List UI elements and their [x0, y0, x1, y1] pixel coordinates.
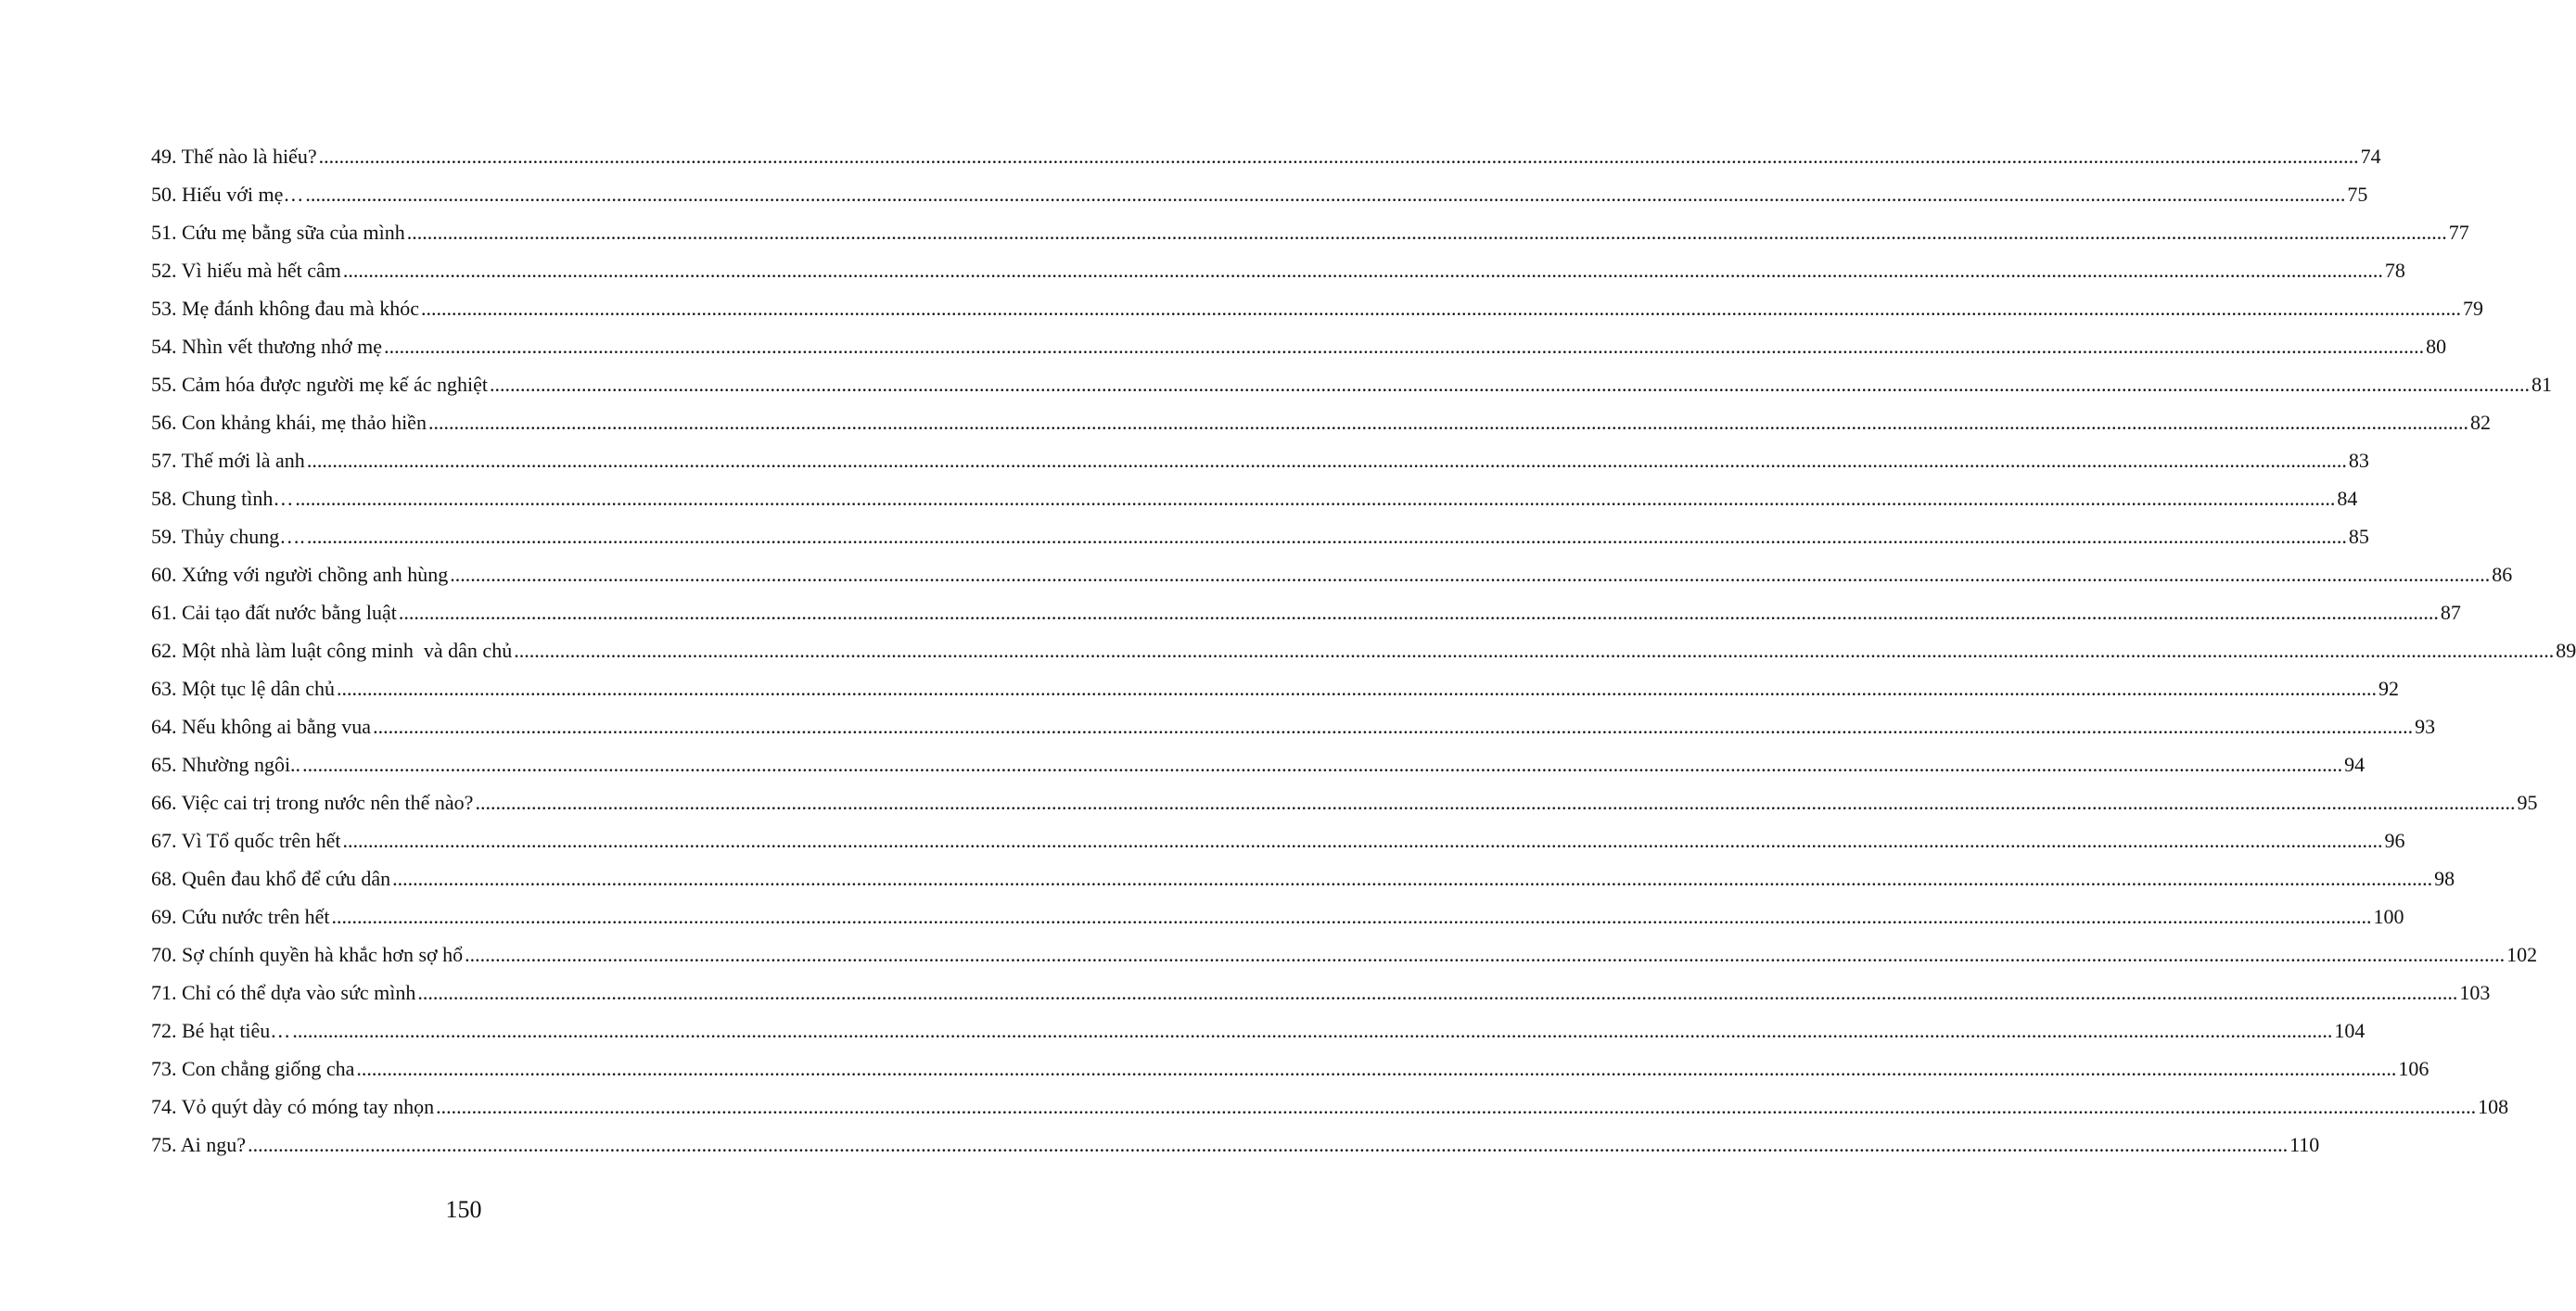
toc-entry-page: 87 — [2440, 601, 2461, 624]
toc-entry-title: 49. Thế nào là hiếu? — [151, 145, 317, 168]
toc-entry-page: 98 — [2434, 867, 2455, 890]
toc-dot-leader: ................................................................................................................................................................................................................................................................................................................................................................................................................ — [417, 981, 2458, 1004]
toc-entry-title: 65. Nhường ngôi.. — [151, 753, 301, 776]
toc-entry-title: 71. Chỉ có thể dựa vào sức mình — [151, 981, 416, 1004]
toc-entry — [151, 403, 2491, 441]
toc-entry — [151, 137, 2381, 175]
toc-dot-leader: ................................................................................................................................................................................................................................................................................................................................................................................................................ — [450, 563, 2491, 586]
toc-entry-title: 63. Một tục lệ dân chủ — [151, 677, 335, 700]
toc-entry — [151, 859, 2455, 897]
toc-entry — [151, 1126, 2320, 1164]
toc-entry-page: 83 — [2348, 449, 2369, 472]
toc-entry-title: 68. Quên đau khổ để cứu dân — [151, 867, 391, 890]
toc-dot-leader: ................................................................................................................................................................................................................................................................................................................................................................................................................ — [356, 1057, 2397, 1080]
toc-entry-title: 62. Một nhà làm luật công minh và dân chủ — [151, 639, 513, 662]
toc-entry-title: 57. Thế mới là anh — [151, 449, 305, 472]
toc-entry — [151, 175, 2368, 213]
toc-dot-leader: ................................................................................................................................................................................................................................................................................................................................................................................................................ — [342, 259, 2383, 282]
toc-dot-leader: ................................................................................................................................................................................................................................................................................................................................................................................................................ — [292, 1019, 2333, 1042]
toc-entry — [151, 251, 2405, 289]
toc-entry — [151, 441, 2369, 479]
toc-entry-page: 77 — [2448, 221, 2469, 244]
toc-entry — [151, 555, 2513, 593]
toc-entry-title: 74. Vỏ quýt dày có móng tay nhọn — [151, 1095, 435, 1118]
toc-entry-page: 103 — [2459, 981, 2491, 1004]
toc-dot-leader: ................................................................................................................................................................................................................................................................................................................................................................................................................ — [342, 829, 2383, 852]
toc-entry-page: 89 — [2556, 639, 2576, 662]
toc-entry-title: 53. Mẹ đánh không đau mà khóc — [151, 297, 419, 320]
toc-entry — [151, 707, 2436, 745]
toc-entry — [151, 669, 2399, 707]
toc-entry-title: 73. Con chẳng giống cha — [151, 1057, 355, 1080]
toc-dot-leader: ................................................................................................................................................................................................................................................................................................................................................................................................................ — [436, 1095, 2477, 1118]
toc-entry-title: 55. Cảm hóa được người mẹ kế ác nghiệt — [151, 373, 488, 396]
table-of-contents — [151, 137, 2576, 1164]
toc-entry-title: 61. Cải tạo đất nước bằng luật — [151, 601, 397, 624]
toc-entry — [151, 517, 2369, 555]
toc-entry-title: 60. Xứng với người chồng anh hùng — [151, 563, 449, 586]
toc-entry — [151, 745, 2366, 783]
toc-entry — [151, 897, 2404, 936]
toc-entry-title: 54. Nhìn vết thương nhớ mẹ — [151, 335, 383, 358]
toc-entry — [151, 327, 2447, 365]
toc-dot-leader: ................................................................................................................................................................................................................................................................................................................................................................................................................ — [514, 639, 2555, 662]
toc-dot-leader: ................................................................................................................................................................................................................................................................................................................................................................................................................ — [295, 487, 2336, 510]
toc-entry-title: 67. Vì Tổ quốc trên hết — [151, 829, 341, 852]
toc-entry-page: 75 — [2347, 183, 2368, 206]
toc-entry-title: 58. Chung tình… — [151, 487, 294, 510]
toc-entry-page: 110 — [2289, 1133, 2320, 1156]
toc-entry — [151, 365, 2552, 403]
toc-entry-page: 81 — [2531, 373, 2552, 396]
toc-entry-page: 80 — [2426, 335, 2447, 358]
toc-dot-leader: ................................................................................................................................................................................................................................................................................................................................................................................................................ — [427, 411, 2468, 434]
toc-entry — [151, 631, 2576, 669]
toc-dot-leader: ................................................................................................................................................................................................................................................................................................................................................................................................................ — [331, 905, 2372, 928]
toc-dot-leader: ................................................................................................................................................................................................................................................................................................................................................................................................................ — [306, 525, 2347, 548]
toc-dot-leader: ................................................................................................................................................................................................................................................................................................................................................................................................................ — [336, 677, 2377, 700]
toc-entry-page: 100 — [2373, 905, 2404, 928]
toc-entry-title: 50. Hiếu với mẹ… — [151, 183, 304, 206]
toc-entry-page: 96 — [2384, 829, 2405, 852]
toc-dot-leader: ................................................................................................................................................................................................................................................................................................................................................................................................................ — [373, 715, 2414, 738]
toc-dot-leader: ................................................................................................................................................................................................................................................................................................................................................................................................................ — [489, 373, 2530, 396]
toc-entry-title: 72. Bé hạt tiêu… — [151, 1019, 291, 1042]
toc-entry-page: 94 — [2344, 753, 2366, 776]
toc-dot-leader: ................................................................................................................................................................................................................................................................................................................................................................................................................ — [318, 145, 2359, 168]
toc-entry-title: 69. Cứu nước trên hết — [151, 905, 330, 928]
toc-entry-page: 108 — [2478, 1095, 2509, 1118]
toc-entry-page: 78 — [2384, 259, 2405, 282]
toc-entry — [151, 289, 2483, 327]
toc-dot-leader: ................................................................................................................................................................................................................................................................................................................................................................................................................ — [302, 753, 2343, 776]
toc-entry — [151, 974, 2491, 1012]
toc-dot-leader: ................................................................................................................................................................................................................................................................................................................................................................................................................ — [384, 335, 2425, 358]
toc-entry-page: 104 — [2334, 1019, 2366, 1042]
toc-entry-title: 59. Thủy chung…. — [151, 525, 305, 548]
toc-entry — [151, 479, 2358, 517]
toc-entry-page: 93 — [2415, 715, 2436, 738]
toc-entry — [151, 783, 2538, 821]
toc-entry — [151, 1012, 2366, 1050]
toc-entry — [151, 936, 2538, 974]
toc-entry-page: 74 — [2360, 145, 2381, 168]
toc-entry-title: 66. Việc cai trị trong nước nên thế nào? — [151, 791, 474, 814]
toc-entry-title: 64. Nếu không ai bằng vua — [151, 715, 372, 738]
toc-dot-leader: ................................................................................................................................................................................................................................................................................................................................................................................................................ — [306, 449, 2347, 472]
toc-entry — [151, 1050, 2429, 1088]
toc-entry-page: 85 — [2348, 525, 2369, 548]
toc-dot-leader: ................................................................................................................................................................................................................................................................................................................................................................................................................ — [465, 943, 2506, 966]
toc-dot-leader: ................................................................................................................................................................................................................................................................................................................................................................................................................ — [392, 867, 2433, 890]
toc-entry — [151, 821, 2405, 859]
toc-dot-leader: ................................................................................................................................................................................................................................................................................................................................................................................................................ — [398, 601, 2439, 624]
toc-entry-page: 106 — [2398, 1057, 2429, 1080]
toc-entry — [151, 213, 2469, 251]
toc-entry-title: 52. Vì hiếu mà hết câm — [151, 259, 341, 282]
page-number: 150 — [445, 1196, 482, 1223]
toc-entry-title: 70. Sợ chính quyền hà khắc hơn sợ hổ — [151, 943, 464, 966]
toc-entry-page: 84 — [2337, 487, 2358, 510]
toc-entry-title: 56. Con khảng khái, mẹ thảo hiền — [151, 411, 427, 434]
toc-entry-page: 82 — [2469, 411, 2491, 434]
toc-entry-page: 95 — [2517, 791, 2538, 814]
toc-entry-page: 79 — [2463, 297, 2483, 320]
toc-dot-leader: ................................................................................................................................................................................................................................................................................................................................................................................................................ — [248, 1133, 2289, 1156]
toc-entry-page: 86 — [2492, 563, 2513, 586]
toc-entry — [151, 1088, 2509, 1126]
toc-dot-leader: ................................................................................................................................................................................................................................................................................................................................................................................................................ — [406, 221, 2447, 244]
toc-entry-page: 92 — [2378, 677, 2399, 700]
toc-dot-leader: ................................................................................................................................................................................................................................................................................................................................................................................................................ — [421, 297, 2461, 320]
toc-dot-leader: ................................................................................................................................................................................................................................................................................................................................................................................................................ — [305, 183, 2346, 206]
toc-entry-title: 75. Ai ngu? — [151, 1133, 247, 1156]
toc-dot-leader: ................................................................................................................................................................................................................................................................................................................................................................................................................ — [475, 791, 2516, 814]
toc-entry-page: 102 — [2506, 943, 2538, 966]
toc-entry — [151, 593, 2461, 631]
toc-entry-title: 51. Cứu mẹ bằng sữa của mình — [151, 221, 405, 244]
